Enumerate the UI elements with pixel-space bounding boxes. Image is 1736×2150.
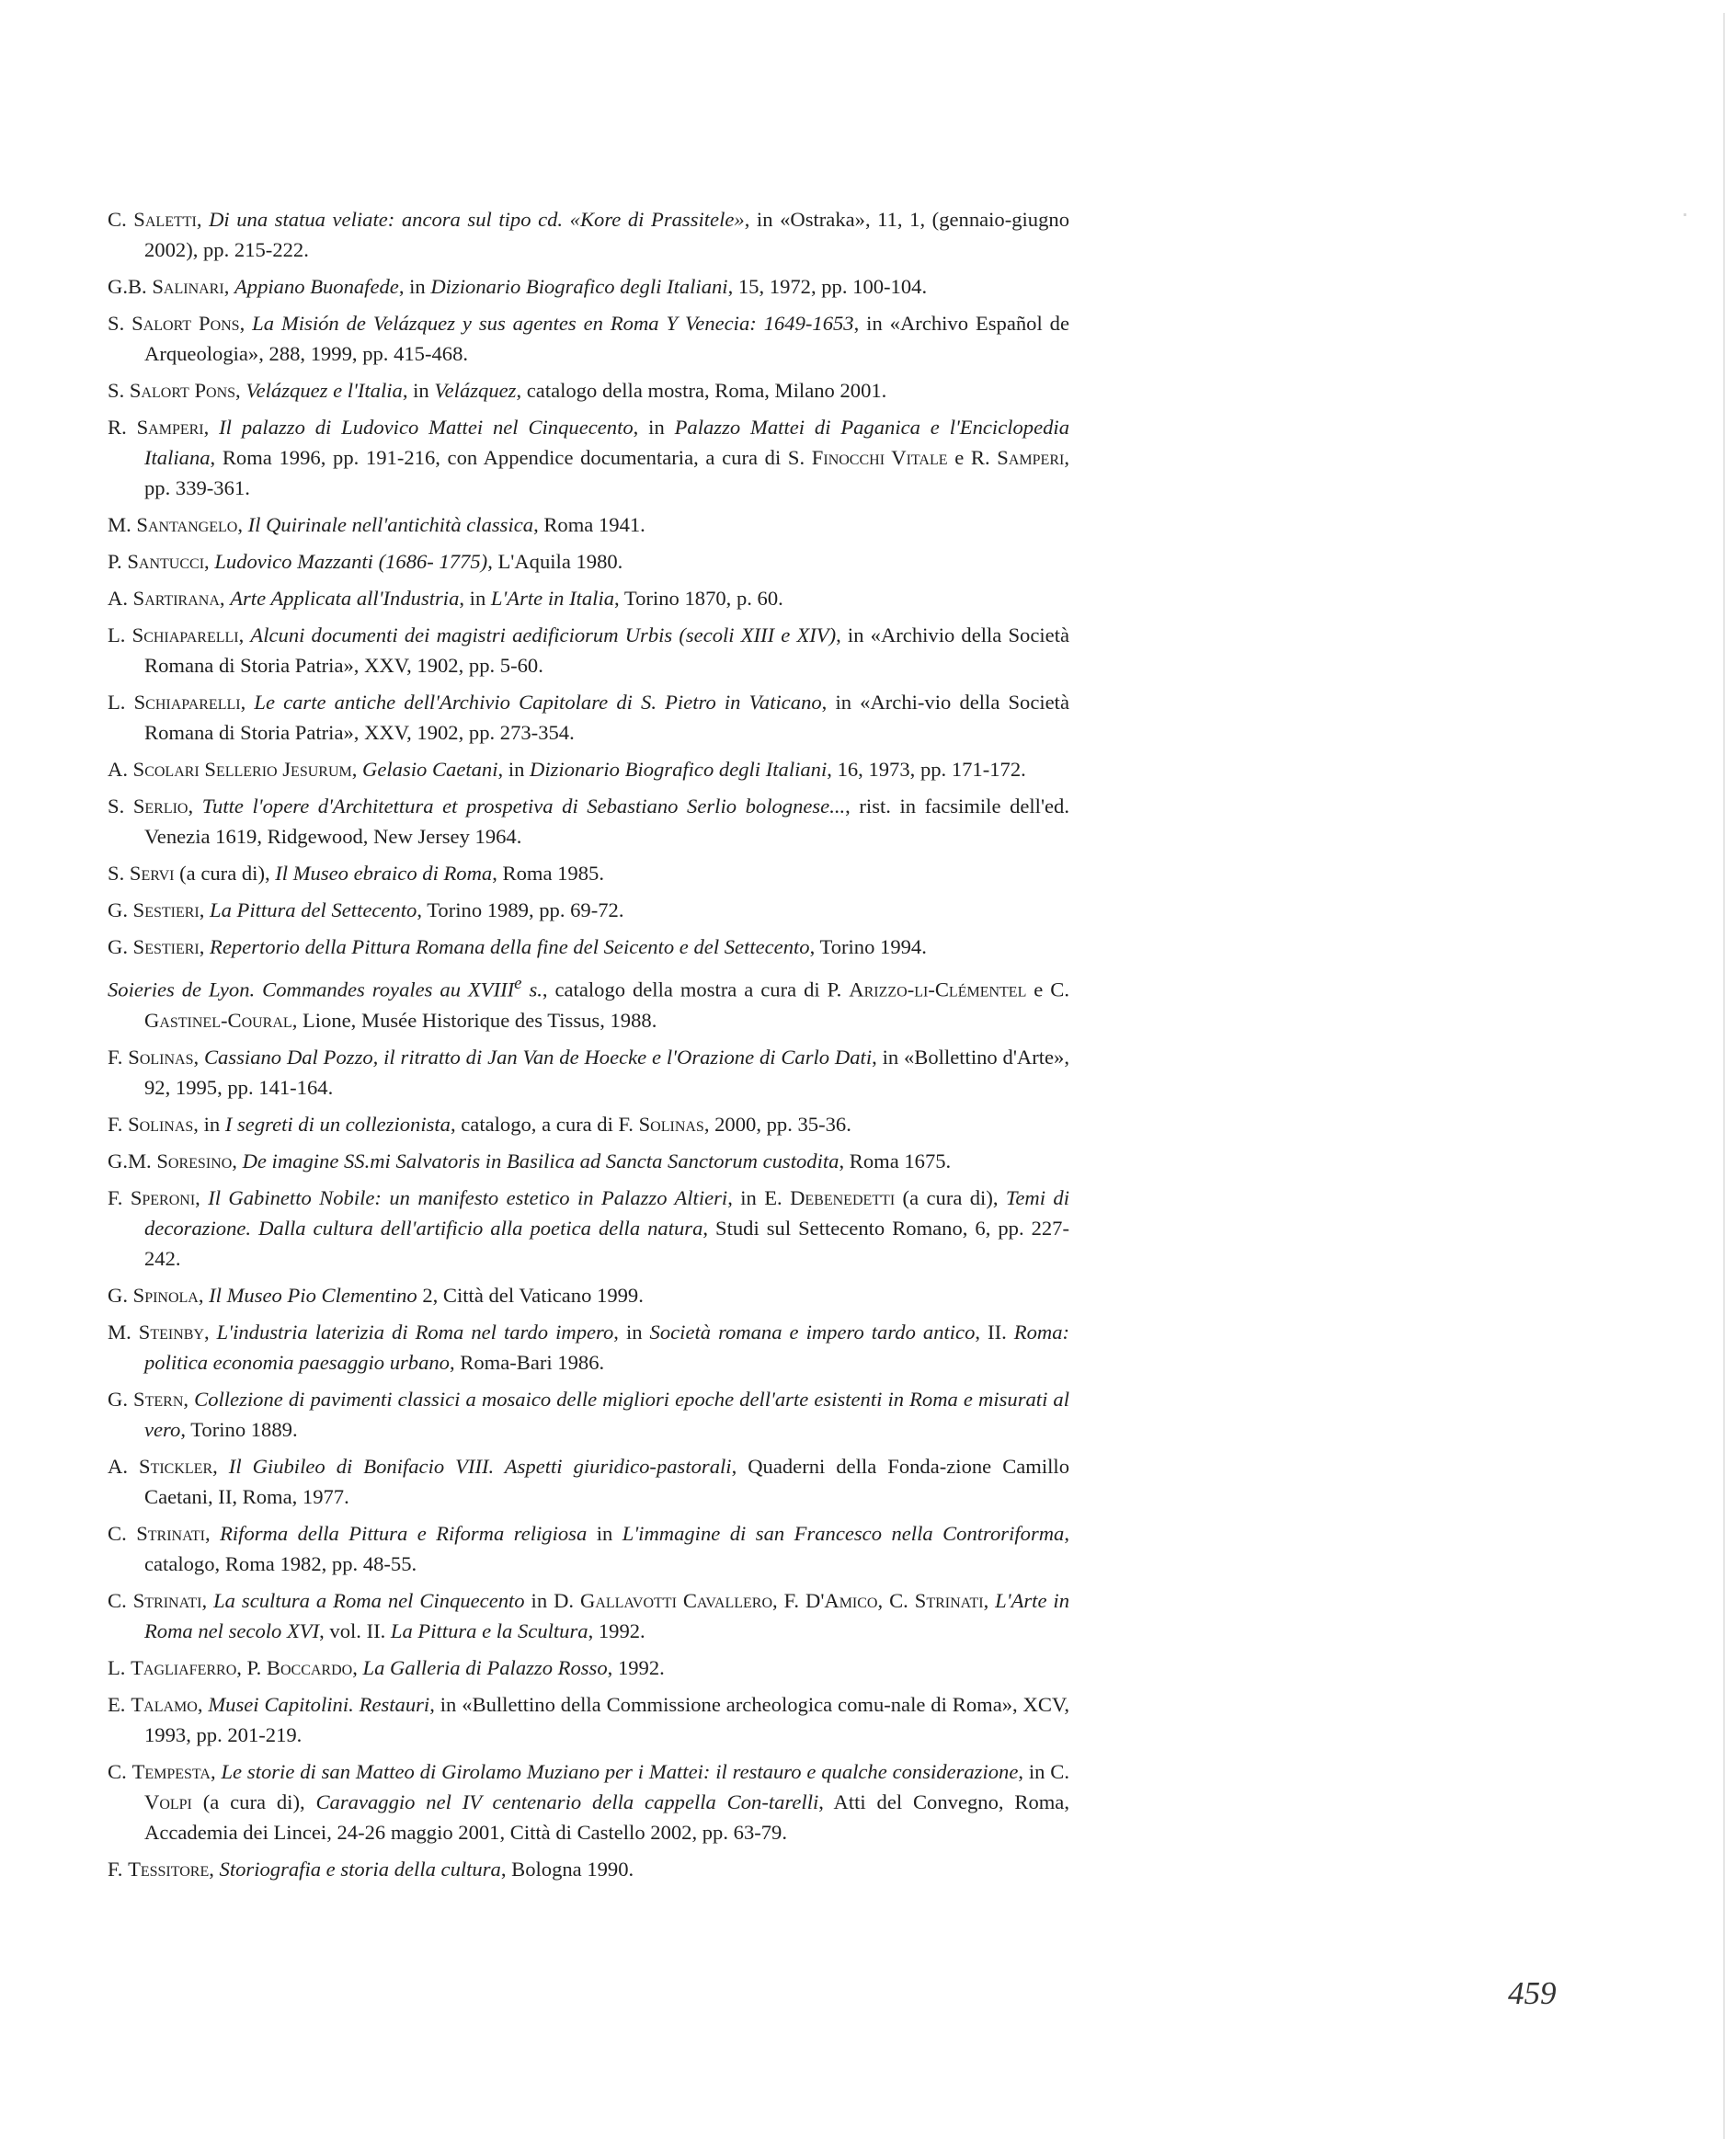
title-text: Cassiano Dal Pozzo, il ritratto di Jan Van de Hoecke e l'Orazione di Carlo Dati xyxy=(203,1045,873,1069)
citation-text: , xyxy=(203,416,220,439)
citation-text: , xyxy=(199,935,211,958)
author-name: Strinati xyxy=(914,1588,984,1612)
citation-text: , xyxy=(983,1588,996,1612)
bibliography-entry xyxy=(108,1146,1069,1176)
author-name: Debenedetti xyxy=(790,1185,896,1209)
bibliography-entry xyxy=(108,204,1069,265)
citation-text: , in xyxy=(398,275,431,298)
author-name: Salinari xyxy=(152,275,224,298)
citation-text: , Torino 1994. xyxy=(809,935,927,958)
title-text: Collezione di pavimenti classici a mosaico delle migliori epoche dell'arte esistenti in Roma e misurati al vero xyxy=(144,1387,1069,1441)
title-text: Caravaggio nel IV centenario della cappella Con-tarelli xyxy=(315,1790,819,1813)
author-name: Servi xyxy=(129,862,175,885)
title-text: Repertorio della Pittura Romana della fine del Seicento e del Settecento xyxy=(210,935,810,958)
citation-text: L. xyxy=(108,1655,131,1679)
author-name: Solinas xyxy=(128,1045,194,1069)
bibliography-list xyxy=(108,204,1069,1891)
citation-text: C. xyxy=(108,1588,133,1612)
title-text: Temi di decorazione. Dalla cultura dell'artificio alla poetica della natura xyxy=(144,1185,1069,1240)
citation-text: , Roma 1985. xyxy=(492,862,604,885)
page-edge-line xyxy=(1723,13,1725,2139)
citation-text: , Torino 1889. xyxy=(180,1417,298,1441)
bibliography-entry xyxy=(108,1854,1069,1884)
citation-text: , xyxy=(219,587,231,610)
title-text: Velázquez e l'Italia xyxy=(246,379,403,402)
citation-text: e R. xyxy=(947,446,998,469)
author-name: Finocchi Vitale xyxy=(811,446,948,469)
citation-text: , xyxy=(351,758,363,781)
bibliography-entry xyxy=(108,1280,1069,1310)
citation-text: , xyxy=(232,1149,243,1172)
citation-text: , P. xyxy=(236,1655,267,1679)
citation-text: , xyxy=(210,1759,222,1783)
bibliography-entry xyxy=(108,1109,1069,1139)
bibliography-entry xyxy=(108,1653,1069,1683)
citation-text: , xyxy=(183,1387,195,1411)
title-text: Società romana e impero tardo antico xyxy=(649,1320,976,1344)
author-name: Volpi xyxy=(144,1790,192,1813)
citation-text: , Torino 1870, p. 60. xyxy=(614,587,783,610)
citation-text: , 2000, pp. 35-36. xyxy=(703,1112,851,1136)
citation-text: , Roma 1941. xyxy=(533,513,645,536)
bibliography-entry xyxy=(108,620,1069,680)
author-name: Sartirana xyxy=(132,587,220,610)
citation-text: , in xyxy=(459,587,491,610)
title-text: Storiografia e storia della cultura xyxy=(219,1857,501,1881)
citation-text: , 16, 1973, pp. 171-172. xyxy=(827,758,1026,781)
bibliography-entry xyxy=(108,687,1069,748)
title-text: La Pittura del Settecento xyxy=(210,898,417,921)
author-name: Tessitore xyxy=(128,1857,210,1881)
bibliography-entry xyxy=(108,1518,1069,1579)
citation-text: A. xyxy=(108,1454,139,1478)
citation-text: , in xyxy=(633,416,675,439)
author-name: Stickler xyxy=(139,1454,213,1478)
title-text: Roma: politica economia paesaggio urbano xyxy=(144,1320,1070,1374)
citation-text: , in C. xyxy=(1018,1759,1070,1783)
bibliography-entry xyxy=(108,754,1069,784)
citation-text: , xyxy=(239,312,253,335)
author-name: Strinati xyxy=(136,1521,205,1545)
citation-text: F. xyxy=(108,1112,129,1136)
title-text: Palazzo Mattei di Paganica e l'Enciclopedia Italiana xyxy=(144,416,1070,469)
author-name: Soresino xyxy=(156,1149,233,1172)
author-name: Serlio xyxy=(132,795,188,818)
citation-text: G.B. xyxy=(108,275,153,298)
citation-text: , xyxy=(237,513,248,536)
citation-text: in xyxy=(587,1521,622,1545)
title-text: La Pittura e la Scultura xyxy=(390,1618,588,1642)
author-name: Scolari Sellerio Jesurum xyxy=(132,758,352,781)
bibliography-entry xyxy=(108,858,1069,888)
author-name: Santangelo xyxy=(136,513,238,536)
citation-text: C. xyxy=(108,1759,132,1783)
author-name: Spinola xyxy=(132,1283,199,1307)
author-name: Salort Pons xyxy=(129,379,236,402)
title-text: Il Museo Pio Clementino xyxy=(209,1283,417,1307)
citation-text: , xyxy=(199,898,211,921)
citation-text: F. xyxy=(108,1185,131,1209)
author-name: Speroni xyxy=(130,1185,196,1209)
title-text: Il Quirinale nell'antichità classica xyxy=(247,513,534,536)
citation-text: e C. xyxy=(1026,978,1069,1001)
citation-text: G.M. xyxy=(108,1149,157,1172)
title-text: Il Museo ebraico di Roma xyxy=(275,862,493,885)
title-text: Dizionario Biografico degli Italiani xyxy=(530,758,828,781)
title-text: Di una statua veliate: ancora sul tipo cd. «Kore di Prassitele» xyxy=(209,208,745,231)
citation-text: , in xyxy=(613,1320,650,1344)
title-text: e xyxy=(514,974,522,993)
title-text: L'Arte in Roma nel secolo XVI xyxy=(144,1588,1070,1642)
author-name: Schiaparelli xyxy=(133,691,241,714)
citation-text: 2, Città del Vaticano 1999. xyxy=(417,1283,644,1307)
title-text: La Galleria di Palazzo Rosso xyxy=(362,1655,608,1679)
title-text: Appiano Buonafede xyxy=(234,275,399,298)
title-text: Musei Capitolini. Restauri xyxy=(208,1692,430,1716)
bibliography-entry xyxy=(108,1384,1069,1445)
citation-text: , Atti del Convegno, Roma, Accademia dei Lincei, 24-26 maggio 2001, Città di Castello 2002, pp. 63-79. xyxy=(144,1790,1069,1844)
author-name: Tagliaferro xyxy=(131,1655,237,1679)
citation-text: , xyxy=(197,1692,209,1716)
author-name: Sestieri xyxy=(132,898,200,921)
citation-text: P. xyxy=(108,550,128,573)
citation-text: , xyxy=(204,1521,221,1545)
citation-text: , catalogo, a cura di F. xyxy=(450,1112,639,1136)
author-name: Solinas xyxy=(128,1112,194,1136)
citation-text: , xyxy=(204,1320,217,1344)
citation-text: in D. xyxy=(524,1588,581,1612)
title-text: De imagine SS.mi Salvatoris in Basilica ad Sancta Sanctorum custodita xyxy=(242,1149,839,1172)
citation-text: , xyxy=(193,1045,204,1069)
author-name: Gallavotti Cavallero xyxy=(580,1588,773,1612)
title-text: L'industria laterizia di Roma nel tardo impero xyxy=(216,1320,614,1344)
citation-text: , 1992. xyxy=(607,1655,665,1679)
citation-text: , xyxy=(212,1454,229,1478)
citation-text: , xyxy=(238,623,251,646)
author-name: Arizzo-li-Clémentel xyxy=(849,978,1027,1001)
citation-text: , in «Bollettino d'Arte», 92, 1995, pp. 141-164. xyxy=(144,1045,1069,1099)
citation-text: A. xyxy=(108,587,133,610)
citation-text: , 15, 1972, pp. 100-104. xyxy=(727,275,928,298)
title-text: s. xyxy=(521,978,542,1001)
citation-text: , Lione, Musée Historique des Tissus, 1988. xyxy=(291,1008,657,1032)
citation-text: S. xyxy=(108,379,130,402)
scan-speck xyxy=(1684,213,1686,216)
citation-text: , xyxy=(188,795,202,818)
bibliography-entry xyxy=(108,1756,1069,1847)
title-text: Il Gabinetto Nobile: un manifesto estetico in Palazzo Altieri xyxy=(208,1185,728,1209)
citation-text: (a cura di), xyxy=(191,1790,316,1813)
page-number: 459 xyxy=(1508,1975,1557,2011)
bibliography-entry xyxy=(108,1042,1069,1103)
title-text: L'immagine di san Francesco nella Controriforma xyxy=(622,1521,1065,1545)
citation-text: , xyxy=(352,1655,363,1679)
author-name: Salort Pons xyxy=(131,312,240,335)
author-name: Strinati xyxy=(132,1588,202,1612)
author-name: Tempesta xyxy=(131,1759,211,1783)
bibliography-entry xyxy=(108,546,1069,577)
citation-text: L. xyxy=(108,623,132,646)
citation-text: G. xyxy=(108,898,133,921)
title-text: Velázquez xyxy=(434,379,517,402)
bibliography-entry xyxy=(108,968,1069,1035)
author-name: Saletti xyxy=(133,208,197,231)
citation-text: , xyxy=(209,1857,220,1881)
author-name: Samperi xyxy=(136,416,204,439)
citation-text: , catalogo della mostra a cura di P. xyxy=(542,978,850,1001)
citation-text: , in «Ostraka», 11, 1, (gennaio-giugno 2002), pp. 215-222. xyxy=(144,208,1069,261)
bibliography-entry xyxy=(108,1317,1069,1378)
citation-text: C. xyxy=(108,1521,137,1545)
citation-text: , in «Archi-vio della Società Romana di Storia Patria», XXV, 1902, pp. 273-354. xyxy=(144,691,1069,744)
citation-text: , rist. in facsimile dell'ed. Venezia 1619, Ridgewood, New Jersey 1964. xyxy=(144,795,1069,848)
citation-text: , Studi sul Settecento Romano, 6, pp. 227-242. xyxy=(144,1216,1070,1270)
author-name: Santucci xyxy=(127,550,205,573)
title-text: Dizionario Biografico degli Italiani xyxy=(430,275,728,298)
author-name: Samperi xyxy=(997,446,1065,469)
title-text: Ludovico Mazzanti (1686- 1775) xyxy=(214,550,488,573)
citation-text: , catalogo della mostra, Roma, Milano 2001. xyxy=(516,379,887,402)
bibliography-entry xyxy=(108,271,1069,302)
citation-text: , in «Archivio della Società Romana di Storia Patria», XXV, 1902, pp. 5-60. xyxy=(144,623,1069,677)
citation-text: , pp. 339-361. xyxy=(144,446,1069,499)
citation-text: , in «Bullettino della Commissione archeologica comu-nale di Roma», XCV, 1993, pp. 201-219. xyxy=(144,1692,1069,1746)
author-name: Talamo xyxy=(131,1692,198,1716)
citation-text: A. xyxy=(108,758,133,781)
title-text: Soieries de Lyon. Commandes royales au XVIII xyxy=(108,978,515,1001)
citation-text: , vol. II. xyxy=(319,1618,391,1642)
citation-text: , Bologna 1990. xyxy=(500,1857,634,1881)
bibliography-entry xyxy=(108,509,1069,540)
citation-text: , xyxy=(201,1588,214,1612)
bibliography-entry xyxy=(108,1689,1069,1750)
citation-text: S. xyxy=(108,312,132,335)
citation-text: , catalogo, Roma 1982, pp. 48-55. xyxy=(144,1521,1070,1575)
citation-text: , in «Archivo Español de Arqueologia», 288, 1999, pp. 415-468. xyxy=(144,312,1069,365)
citation-text: , 1992. xyxy=(588,1618,645,1642)
citation-text: G. xyxy=(108,1283,133,1307)
author-name: Schiaparelli xyxy=(131,623,239,646)
bibliography-entry xyxy=(108,308,1069,369)
citation-text: , C. xyxy=(877,1588,915,1612)
citation-text: , xyxy=(240,691,255,714)
citation-text: , xyxy=(204,550,215,573)
title-text: Gelasio Caetani xyxy=(362,758,498,781)
author-name: D'Amico xyxy=(805,1588,878,1612)
title-text: La Misión de Velázquez y sus agentes en Roma Y Venecia: 1649-1653 xyxy=(252,312,854,335)
bibliography-entry xyxy=(108,791,1069,852)
title-text: Il palazzo di Ludovico Mattei nel Cinquecento xyxy=(219,416,634,439)
citation-text: G. xyxy=(108,1387,134,1411)
citation-text: S. xyxy=(108,795,133,818)
title-text: Alcuni documenti dei magistri aedificiorum Urbis (secoli XIII e XIV) xyxy=(250,623,837,646)
citation-text: , F. xyxy=(772,1588,805,1612)
title-text: Riforma della Pittura e Riforma religiosa xyxy=(220,1521,588,1545)
citation-text: L. xyxy=(108,691,134,714)
citation-text: C. xyxy=(108,208,134,231)
author-name: Solinas xyxy=(638,1112,704,1136)
title-text: Il Giubileo di Bonifacio VIII. Aspetti giuridico-pastorali xyxy=(228,1454,732,1478)
citation-text: , in xyxy=(497,758,531,781)
citation-text: , xyxy=(223,275,234,298)
citation-text: , Roma 1675. xyxy=(839,1149,952,1172)
bibliography-entry xyxy=(108,375,1069,406)
citation-text: G. xyxy=(108,935,133,958)
citation-text: M. xyxy=(108,513,137,536)
bibliography-entry xyxy=(108,1183,1069,1274)
citation-text: , xyxy=(196,208,210,231)
citation-text: , Torino 1989, pp. 69-72. xyxy=(417,898,624,921)
citation-text: , xyxy=(195,1185,209,1209)
bibliography-entry xyxy=(108,895,1069,925)
citation-text: (a cura di), xyxy=(895,1185,1006,1209)
citation-text: , in E. xyxy=(727,1185,791,1209)
title-text: L'Arte in Italia xyxy=(490,587,615,610)
citation-text: , Quaderni della Fonda-zione Camillo Caetani, II, Roma, 1977. xyxy=(144,1454,1070,1508)
citation-text: F. xyxy=(108,1857,129,1881)
bibliography-entry xyxy=(108,1451,1069,1512)
citation-text: R. xyxy=(108,416,137,439)
title-text: La scultura a Roma nel Cinquecento xyxy=(213,1588,525,1612)
citation-text: , Roma-Bari 1986. xyxy=(449,1350,605,1374)
citation-text: , xyxy=(235,379,246,402)
citation-text: (a cura di), xyxy=(174,862,276,885)
author-name: Sestieri xyxy=(132,935,200,958)
citation-text: E. xyxy=(108,1692,131,1716)
author-name: Stern xyxy=(133,1387,184,1411)
citation-text: , L'Aquila 1980. xyxy=(487,550,623,573)
bibliography-entry xyxy=(108,412,1069,503)
title-text: I segreti di un collezionista xyxy=(224,1112,451,1136)
author-name: Steinby xyxy=(138,1320,204,1344)
citation-text: , in xyxy=(402,379,435,402)
citation-text: S. xyxy=(108,862,130,885)
citation-text: , in xyxy=(193,1112,225,1136)
author-name: Gastinel-Coural xyxy=(144,1008,292,1032)
title-text: Arte Applicata all'Industria xyxy=(230,587,460,610)
title-text: Tutte l'opere d'Architettura et prospetiva di Sebastiano Serlio bolognese... xyxy=(201,795,846,818)
citation-text: M. xyxy=(108,1320,139,1344)
bibliography-entry xyxy=(108,1585,1069,1646)
author-name: Boccardo xyxy=(266,1655,353,1679)
bibliography-entry xyxy=(108,583,1069,613)
citation-text: , II. xyxy=(975,1320,1014,1344)
citation-text: F. xyxy=(108,1045,129,1069)
citation-text: , xyxy=(198,1283,210,1307)
bibliography-entry xyxy=(108,932,1069,962)
title-text: Le carte antiche dell'Archivio Capitolare di S. Pietro in Vaticano xyxy=(254,691,822,714)
title-text: Le storie di san Matteo di Girolamo Muziano per i Mattei: il restauro e qualche considerazione xyxy=(221,1759,1019,1783)
citation-text: , Roma 1996, pp. 191-216, con Appendice documentaria, a cura di S. xyxy=(210,446,812,469)
